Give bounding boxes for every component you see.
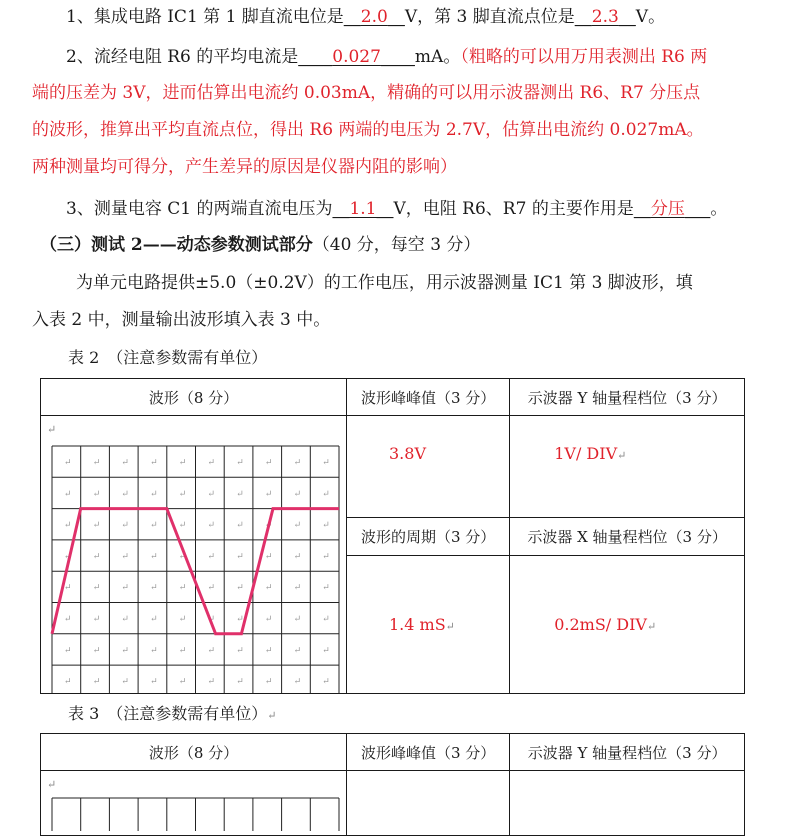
paragraph-mark: ↵ [207,551,216,562]
t2-peak-cell [347,416,510,518]
paragraph-mark: ↵ [92,583,101,594]
paragraph-mark: ↵ [92,489,101,500]
paragraph-mark: ↵ [236,551,244,562]
paragraph-mark: ↵ [207,614,216,625]
table-3 [40,733,745,836]
paragraph-mark: ↵ [92,677,101,688]
paragraph-mark: ↵ [617,449,627,462]
paragraph-mark: ↵ [322,458,330,468]
q1-answer-2: 2.3 [591,7,619,27]
paragraph-mark: ↵ [646,620,657,634]
paragraph-mark: ↵ [92,614,101,625]
paragraph-mark: ↵ [150,645,158,656]
t2-yrange-value: 1V/ DIV [554,444,618,463]
paragraph-mark: ↵ [264,614,273,625]
t3-waveform-cell [41,771,347,836]
paragraph-mark: ↵ [150,458,158,468]
q2-note-line-1: （粗略的可以用万用表测出 R6 两 [460,47,708,67]
q1-mid: V，第 3 脚直流点位是 [404,7,575,27]
paragraph-mark: ↵ [121,551,129,562]
intro-line-2: 入表 2 中，测量输出波形填入表 3 中。 [32,310,331,330]
grid-cell-marks [64,458,330,687]
paragraph-mark: ↵ [293,677,302,688]
t2-yrange-cell [510,416,745,518]
q3-prefix: 3、测量电容 C1 的两端直流电压为 [66,199,333,219]
q2-note-line-4: 两种测量均可得分，产生差异的原因是仪器内阻的影响） [32,157,457,177]
paragraph-mark: ↵ [150,520,158,531]
q3-answer-1: 1.1 [349,199,377,219]
paragraph-mark: ↵ [264,458,273,468]
paragraph-mark: ↵ [92,645,101,656]
table-2 [40,378,745,694]
paragraph-mark: ↵ [121,645,129,656]
t3-header-yrange: 示波器 Y 轴量程档位（3 分） [510,734,745,771]
paragraph-mark: ↵ [92,551,101,562]
paragraph-mark: ↵ [293,520,302,531]
q3-answer-2: 分压 [650,199,685,219]
paragraph-mark: ↵ [121,520,129,531]
paragraph-mark: ↵ [236,520,244,531]
question-1: 1、集成电路 IC1 第 1 脚直流电位是__2.0__V，第 3 脚直流点位是__2.3__V。 [66,7,666,27]
t2-period-value: 1.4 mS [389,615,446,635]
paragraph-mark: ↵ [121,583,129,594]
paragraph-mark: ↵ [47,423,57,436]
paragraph-mark: ↵ [178,677,187,688]
paragraph-mark: ↵ [322,489,330,500]
t2-peak-value: 3.8V [389,444,426,463]
paragraph-mark: ↵ [322,645,330,656]
t2-period-cell [347,556,510,694]
t2-header-waveform: 波形（8 分） [41,379,347,416]
paragraph-mark: ↵ [121,614,129,625]
q3-mid: V，电阻 R6、R7 的主要作用是 [393,199,634,219]
paragraph-mark: ↵ [236,489,244,500]
q2-answer: 0.027 [332,47,381,67]
t2-header-peak: 波形峰峰值（3 分） [347,379,510,416]
paragraph-mark: ↵ [178,551,187,562]
paragraph-mark: ↵ [92,520,101,531]
t3-header-peak: 波形峰峰值（3 分） [347,734,510,771]
paragraph-mark: ↵ [293,583,302,594]
paragraph-mark: ↵ [150,583,158,594]
waveform-grid [41,416,346,693]
q1-prefix: 1、集成电路 IC1 第 1 脚直流电位是 [66,7,344,27]
t3-peak-cell [347,771,510,836]
t2-xrange-cell [510,556,745,694]
paragraph-mark: ↵ [293,551,302,562]
t2-xrange-value: 0.2mS/ DIV [554,615,647,635]
paragraph-mark: ↵ [322,614,330,625]
paragraph-mark: ↵ [207,677,216,688]
t3-yrange-cell [510,771,745,836]
paragraph-mark: ↵ [236,645,244,656]
section-heading [40,232,480,258]
paragraph-mark: ↵ [64,520,72,531]
paragraph-mark: ↵ [64,458,72,468]
paragraph-mark: ↵ [150,489,158,500]
paragraph-mark: ↵ [178,489,187,500]
paragraph-mark: ↵ [121,458,129,468]
paragraph-mark: ↵ [264,551,273,562]
paragraph-mark: ↵ [264,583,273,594]
section-score: （40 分，每空 3 分） [312,235,481,255]
table3-caption: 表 3 （注意参数需有单位）↵ [68,704,277,723]
paragraph-mark: ↵ [236,458,244,468]
paragraph-mark: ↵ [150,551,158,562]
paragraph-mark: ↵ [47,778,57,791]
paragraph-mark: ↵ [264,489,273,500]
paragraph-mark: ↵ [64,551,72,562]
paragraph-mark: ↵ [293,458,302,468]
paragraph-mark: ↵ [121,489,129,500]
paragraph-mark: ↵ [264,520,273,531]
question-2: 2、流经电阻 R6 的平均电流是____0.027____mA。（粗略的可以用万用表测出 R6 两 [66,47,708,67]
t2-waveform-cell [41,416,347,694]
table2-caption: 表 2 （注意参数需有单位） [68,348,268,367]
paragraph-mark: ↵ [322,520,330,531]
section-title: （三）测试 2——动态参数测试部分 [40,235,313,255]
paragraph-mark: ↵ [293,489,302,500]
paragraph-mark: ↵ [178,520,187,531]
paragraph-mark: ↵ [64,645,72,656]
paragraph-mark: ↵ [178,645,187,656]
paragraph-mark: ↵ [322,583,330,594]
q2-prefix: 2、流经电阻 R6 的平均电流是 [66,47,299,67]
paragraph-mark: ↵ [150,614,158,625]
paragraph-mark: ↵ [207,520,216,531]
q1-suffix: V。 [635,7,666,27]
question-3: 3、测量电容 C1 的两端直流电压为__1.1__V，电阻 R6、R7 的主要作用是__分压___。 [66,199,728,219]
q2-note-line-3: 的波形，推算出平均直流点位，得出 R6 两端的电压为 2.7V，估算出电流约 0.027mA。 [32,120,704,140]
grid-lines [52,446,339,693]
q2-unit: mA。 [414,47,461,67]
paragraph-mark: ↵ [64,677,72,688]
paragraph-mark: ↵ [207,645,216,656]
paragraph-mark: ↵ [150,677,158,688]
q1-answer-1: 2.0 [360,7,388,27]
grid-lines [52,798,339,831]
paragraph-mark: ↵ [236,677,244,688]
t2-header-xrange: 示波器 X 轴量程档位（3 分） [510,518,745,556]
paragraph-mark: ↵ [322,551,330,562]
paragraph-mark: ↵ [236,614,244,625]
t3-waveform-grid [41,771,346,831]
q3-suffix: 。 [710,199,728,219]
paragraph-mark: ↵ [92,458,101,468]
paragraph-mark: ↵ [121,677,129,688]
paragraph-mark: ↵ [64,489,72,500]
paragraph-mark: ↵ [64,583,72,594]
t2-header-yrange: 示波器 Y 轴量程档位（3 分） [510,379,745,416]
paragraph-mark: ↵ [207,458,216,468]
paragraph-mark: ↵ [207,489,216,500]
paragraph-mark: ↵ [178,583,187,594]
paragraph-mark: ↵ [178,458,187,468]
paragraph-mark: ↵ [264,645,273,656]
paragraph-mark: ↵ [207,583,216,594]
paragraph-mark: ↵ [236,583,244,594]
paragraph-mark: ↵ [64,614,72,625]
paragraph-mark: ↵ [322,677,330,688]
paragraph-mark: ↵ [178,614,187,625]
paragraph-mark: ↵ [264,677,273,688]
paragraph-mark: ↵ [445,620,455,634]
q2-note-line-2: 端的压差为 3V，进而估算出电流约 0.03mA，精确的可以用示波器测出 R6、R7 分压点 [32,83,701,103]
t3-header-waveform: 波形（8 分） [41,734,347,771]
paragraph-mark: ↵ [293,645,302,656]
t2-header-period: 波形的周期（3 分） [347,518,510,556]
intro-line-1: 为单元电路提供±5.0（±0.2V）的工作电压，用示波器测量 IC1 第 3 脚波形，填 [76,273,693,293]
paragraph-mark: ↵ [293,614,302,625]
